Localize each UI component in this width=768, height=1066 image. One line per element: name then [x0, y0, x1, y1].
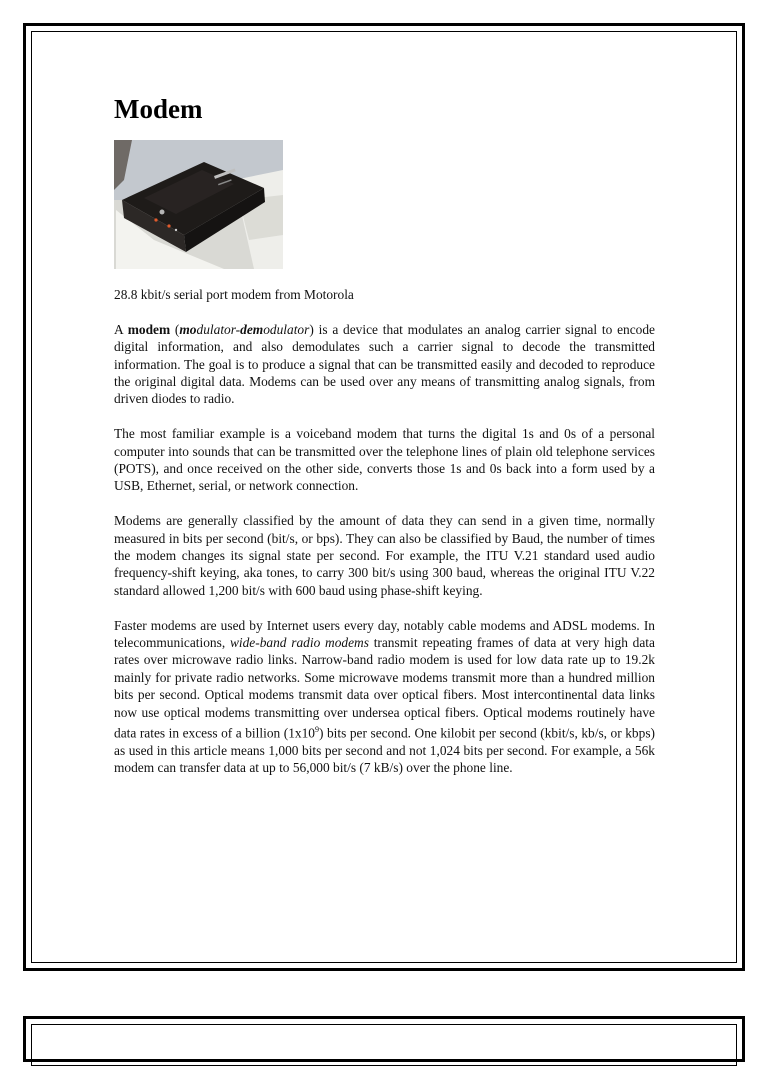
text-span: transmit repeating frames of data at very high data rates over microwave radio links. Narrow-band radio modem is used for low data rate up to 19.2k mainly for private radio networks. Some microwave modems transmit more than a hundred million bits per second. Optical modems transmit data over optical fibers. Most intercontinental data links now use optical modems transmitting over undersea optical fibers. Optical modems routinely have data rates in excess of a billion (1x10 [114, 635, 655, 741]
superscript: 9 [314, 725, 319, 735]
next-page-border [23, 1016, 745, 1062]
italic-fragment: odulator [263, 321, 310, 337]
text-span: ( [170, 321, 180, 337]
next-page-border-inner [31, 1024, 737, 1066]
italic-fragment: dulator- [196, 321, 241, 337]
image-caption: 28.8 kbit/s serial port modem from Motorola [114, 287, 354, 302]
modem-image-icon [114, 140, 283, 269]
paragraph-voiceband: The most familiar example is a voiceband modem that turns the digital 1s and 0s of a personal computer into sounds that can be transmitted over the telephone lines of plain old telephone services (POTS), and once received on the other side, converts those 1s and 0s back into a form used by a USB, Ethernet, serial, or network connection. [114, 426, 655, 494]
text-span: A [114, 321, 128, 337]
text-span: ) bits per second. One kilobit per second (kbit/s, kb/s, or kbps) as used in this article means 1,000 bits per second and not 1,024 bits per second. For example, a 56k modem can transfer data at up to 56,000 bit/s (7 kB/s) over the phone line. [114, 725, 655, 776]
paragraph-faster-modems [114, 617, 655, 777]
bold-italic-fragment: dem [240, 321, 264, 337]
modem-photo [114, 140, 283, 269]
text-span: Faster modems are used by Internet users every day, notably cable modems and ADSL modems. In telecommunications, [114, 617, 655, 651]
text-span: ) is a device that modulates an analog carrier signal to encode digital information, and also demodulates such a carrier signal to decode the transmitted information. The goal is to produce a signal that can be transmitted easily and decoded to reproduce the original digital data. Modems can be used over any means of transmitting analog signals, from driven diodes to radio. [114, 321, 656, 407]
bold-italic-fragment: mo [179, 321, 197, 337]
bold-term: modem [127, 321, 171, 337]
page-title: Modem [114, 94, 203, 124]
document-content [114, 92, 655, 777]
italic-term: wide-band radio modems [229, 635, 369, 651]
paragraph-classification: Modems are generally classified by the amount of data they can send in a given time, normally measured in bits per second (bit/s, or bps). They can also be classified by Baud, the number of times the modem changes its signal state per second. For example, the ITU V.21 standard used audio frequency-shift keying, aka tones, to carry 300 bit/s using 300 baud, whereas the original ITU V.22 standard allowed 1,200 bit/s with 600 baud using phase-shift keying. [114, 513, 655, 598]
paragraph-definition [114, 321, 655, 408]
